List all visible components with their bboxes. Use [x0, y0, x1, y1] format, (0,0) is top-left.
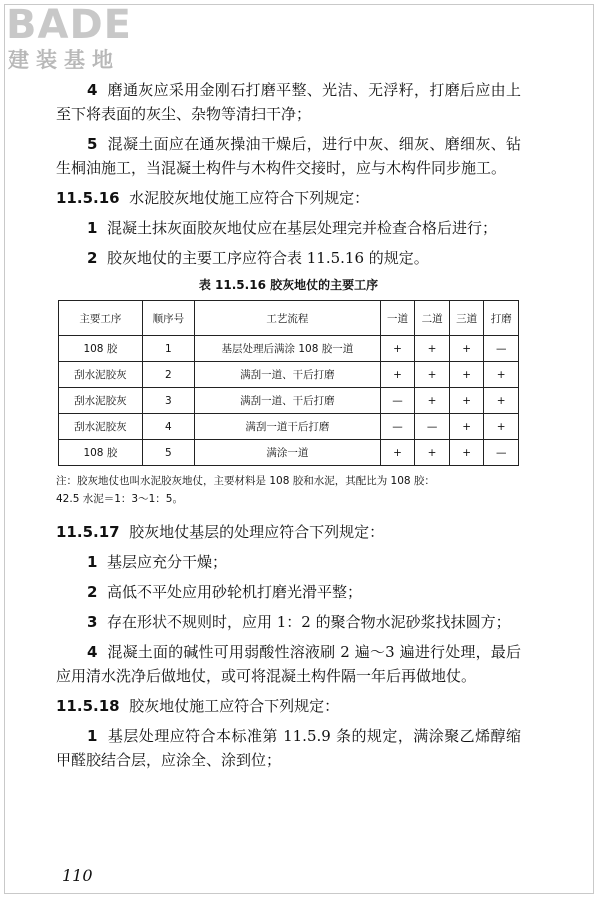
column-header: 工艺流程	[194, 301, 380, 336]
table-cell: 3	[142, 388, 194, 414]
item-text: 高低不平处应用砂轮机打磨光滑平整；	[106, 583, 362, 601]
section-heading-11516	[56, 186, 521, 210]
table-cell: 108 胶	[59, 440, 143, 466]
section-title: 水泥胶灰地仗施工应符合下列规定：	[129, 189, 370, 207]
table-cell: +	[484, 362, 519, 388]
section-number: 11.5.17	[56, 523, 120, 541]
item-number: 2	[87, 249, 98, 267]
table-cell: +	[449, 388, 484, 414]
paragraph-item-4	[56, 78, 521, 126]
item-text: 胶灰地仗的主要工序应符合表 11.5.16 的规定。	[106, 249, 429, 267]
paragraph-item-5	[56, 132, 521, 180]
item-text: 混凝土面应在通灰操油干燥后，进行中灰、细灰、磨细灰、钻生桐油施工，当混凝土构件与木构件交接时，应与木构件同步施工。	[56, 135, 521, 177]
table-cell: +	[484, 414, 519, 440]
table-note-line: 42.5 水泥＝1：3～1：5。	[56, 493, 183, 505]
item-number: 5	[87, 135, 98, 153]
table-cell: +	[484, 388, 519, 414]
item-number: 1	[87, 727, 98, 745]
table-cell: +	[380, 336, 415, 362]
table-cell: —	[380, 414, 415, 440]
table-cell: +	[415, 362, 450, 388]
section-title: 胶灰地仗施工应符合下列规定：	[129, 697, 340, 715]
logo-main-text: BADE	[6, 2, 132, 48]
item-text: 基层处理应符合本标准第 11.5.9 条的规定，满涂聚乙烯醇缩甲醛胶结合层，应涂全、涂到位；	[56, 727, 521, 769]
watermark-logo	[6, 2, 132, 72]
column-header: 二道	[415, 301, 450, 336]
item-number: 1	[87, 219, 98, 237]
list-item	[56, 216, 521, 240]
table-cell: —	[415, 414, 450, 440]
item-number: 4	[87, 643, 98, 661]
item-number: 1	[87, 553, 98, 571]
list-item	[56, 724, 521, 772]
table-cell: 1	[142, 336, 194, 362]
list-item	[56, 610, 521, 634]
table-cell: 满刮一道、干后打磨	[194, 362, 380, 388]
item-number: 2	[87, 583, 98, 601]
table-row	[59, 440, 519, 466]
page-number: 110	[62, 866, 93, 885]
list-item	[56, 580, 521, 604]
list-item	[56, 640, 521, 688]
table-cell: —	[484, 440, 519, 466]
column-header: 一道	[380, 301, 415, 336]
item-number: 3	[87, 613, 98, 631]
table-cell: +	[415, 440, 450, 466]
table-cell: 4	[142, 414, 194, 440]
table-cell: 满涂一道	[194, 440, 380, 466]
section-heading-11518	[56, 694, 521, 718]
table-cell: +	[415, 388, 450, 414]
table-cell: 满刮一道、干后打磨	[194, 388, 380, 414]
item-text: 基层应充分干燥；	[106, 553, 227, 571]
table-cell: 5	[142, 440, 194, 466]
table-cell: 刮水泥胶灰	[59, 414, 143, 440]
table-cell: 刮水泥胶灰	[59, 362, 143, 388]
table-row	[59, 388, 519, 414]
table-cell: +	[449, 414, 484, 440]
list-item	[56, 246, 521, 270]
table-row	[59, 336, 519, 362]
item-number: 4	[87, 81, 98, 99]
table-cell: 2	[142, 362, 194, 388]
table-cell: —	[484, 336, 519, 362]
table-cell: +	[449, 440, 484, 466]
table-cell: +	[449, 336, 484, 362]
table-cell: +	[449, 362, 484, 388]
table-cell: 基层处理后满涂 108 胶一道	[194, 336, 380, 362]
table-row	[59, 362, 519, 388]
table-header-row	[59, 301, 519, 336]
column-header: 三道	[449, 301, 484, 336]
table-cell: +	[380, 362, 415, 388]
item-text: 存在形状不规则时，应用 1：2 的聚合物水泥砂浆找抹圆方；	[106, 613, 511, 631]
section-title: 胶灰地仗基层的处理应符合下列规定：	[129, 523, 385, 541]
item-text: 磨通灰应采用金刚石打磨平整、光洁、无浮籽，打磨后应由上至下将表面的灰尘、杂物等清扫干净；	[56, 81, 521, 123]
section-number: 11.5.18	[56, 697, 120, 715]
section-number: 11.5.16	[56, 189, 120, 207]
item-text: 混凝土面的碱性可用弱酸性溶液刷 2 遍～3 遍进行处理，最后应用清水洗净后做地仗，或可将混凝土构件隔一年后再做地仗。	[56, 643, 521, 685]
page-content	[56, 78, 521, 778]
table-cell: +	[380, 440, 415, 466]
column-header: 主要工序	[59, 301, 143, 336]
table-cell: 刮水泥胶灰	[59, 388, 143, 414]
list-item	[56, 550, 521, 574]
table-row	[59, 414, 519, 440]
table-cell: 满刮一道干后打磨	[194, 414, 380, 440]
table-cell: —	[380, 388, 415, 414]
process-table	[58, 300, 519, 466]
logo-sub-text: 建装基地	[8, 48, 120, 72]
table-cell: 108 胶	[59, 336, 143, 362]
item-text: 混凝土抹灰面胶灰地仗应在基层处理完并检查合格后进行；	[106, 219, 497, 237]
section-heading-11517	[56, 520, 521, 544]
table-note-line: 注：胶灰地仗也叫水泥胶灰地仗，主要材料是 108 胶和水泥，其配比为 108 胶：	[56, 475, 435, 487]
column-header: 顺序号	[142, 301, 194, 336]
table-cell: +	[415, 336, 450, 362]
table-note	[56, 472, 521, 508]
table-caption: 表 11.5.16 胶灰地仗的主要工序	[198, 278, 379, 292]
column-header: 打磨	[484, 301, 519, 336]
